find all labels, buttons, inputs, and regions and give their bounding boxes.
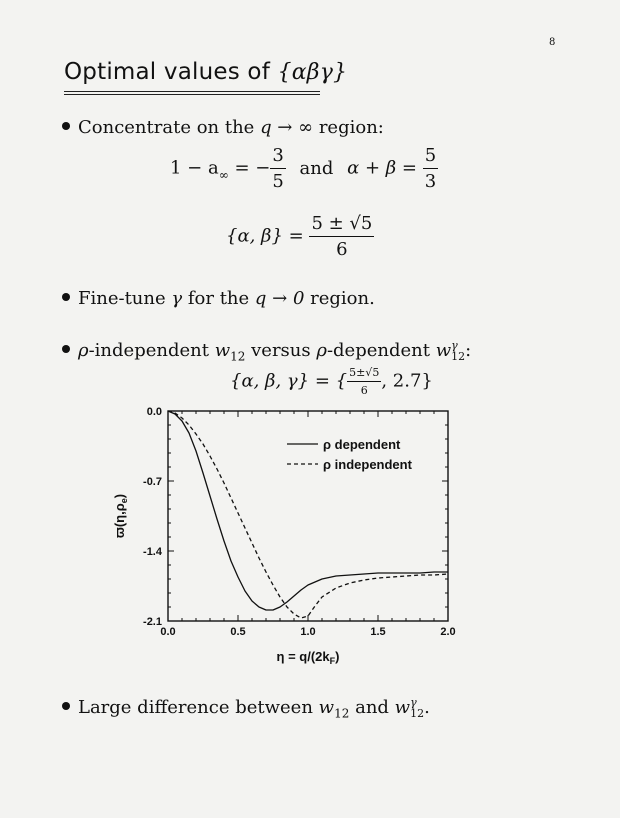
slide-title-math: {αβγ} <box>277 60 348 85</box>
w-gamma-sup: γ <box>451 339 458 352</box>
bullet-text: Fine-tune <box>78 288 172 309</box>
bullet-text-end: region: <box>313 117 384 138</box>
eq1-rhs-num: 5 <box>423 145 438 169</box>
eq1-rhs-den: 3 <box>424 171 437 192</box>
y-axis-title: $ϖ(\eta,\rho_e)$ <box>112 493 129 539</box>
y-tick-label: -0.7 <box>143 476 162 488</box>
page-number: 8 <box>549 37 556 48</box>
bullet-large-difference <box>62 697 430 721</box>
rho-symbol-2: ρ <box>316 340 327 361</box>
axis-ticks <box>143 406 456 638</box>
eq1-num: 3 <box>270 145 285 169</box>
y-tick-label: -1.4 <box>143 546 162 558</box>
series-line-rho-independent <box>168 411 448 618</box>
w-gamma-sub: 12 <box>410 707 425 720</box>
y-tick-label: -2.1 <box>143 616 162 628</box>
w-gamma-sub: 12 <box>451 350 466 363</box>
bullet-text-end: region. <box>304 288 375 309</box>
series-line-rho-dependent <box>168 411 448 610</box>
y-tick-label: 0.0 <box>146 406 162 418</box>
w-gamma-symbol: w <box>394 697 411 718</box>
w-symbol: w <box>318 697 335 718</box>
bullet-text: -independent <box>88 340 215 361</box>
legend-label: ρ independent <box>323 457 412 472</box>
bullet-text-end: . <box>424 697 430 718</box>
bullet-dot <box>62 702 70 710</box>
eq3-den: 6 <box>360 384 368 397</box>
bullet-text-and: and <box>349 697 395 718</box>
slide-title-text: Optimal values of <box>64 59 270 85</box>
eq3-num: 5±√5 <box>347 366 381 382</box>
bullet-text: Concentrate on the <box>78 117 261 138</box>
x-tick-label: 0.5 <box>230 626 246 638</box>
bullet-text-versus: versus <box>245 340 317 361</box>
rho-symbol: ρ <box>78 340 89 361</box>
eq1-lhs-sub: ∞ <box>218 167 229 182</box>
bullet-text-dependent: -dependent <box>326 340 436 361</box>
w-symbol: w <box>214 340 231 361</box>
x-tick-label: 0.0 <box>160 626 176 638</box>
x-tick-label: 2.0 <box>440 626 456 638</box>
eq1-rhs: α + β = <box>347 157 418 179</box>
w-gamma-scripts <box>410 697 424 719</box>
legend <box>287 437 413 472</box>
series-lines <box>168 411 448 618</box>
eq1-and: and <box>299 157 334 179</box>
w-sub: 12 <box>334 706 350 721</box>
bullet-math-q: q → 0 <box>254 288 305 309</box>
w-gamma-symbol: w <box>435 340 452 361</box>
bullet-text-end: : <box>465 340 472 361</box>
bullet-text-mid: for the <box>182 288 255 309</box>
w-gamma-sup: γ <box>410 696 417 709</box>
eq2-lhs: {α, β} = <box>226 225 304 247</box>
plot-frame <box>168 411 448 621</box>
eq3-lhs: {α, β, γ} = { <box>230 370 348 392</box>
bullet-text: Large difference between <box>78 697 319 718</box>
eq1-lhs: 1 − a <box>170 157 219 179</box>
bullet-math: q → ∞ <box>260 117 314 138</box>
eq2-num: 5 ± √5 <box>309 213 374 237</box>
eq3-rest: , 2.7} <box>381 370 433 392</box>
w-sub: 12 <box>230 349 246 364</box>
eq1-den: 5 <box>272 171 284 192</box>
x-axis-title: $\eta = q/(2k_F)$ <box>276 649 340 666</box>
x-tick-label: 1.5 <box>370 626 386 638</box>
eq2-den: 6 <box>336 239 348 260</box>
legend-label: ρ dependent <box>323 437 401 452</box>
bullet-math-gamma: γ <box>171 288 183 309</box>
x-tick-label: 1.0 <box>300 626 316 638</box>
eq1-equals: = − <box>234 157 271 179</box>
